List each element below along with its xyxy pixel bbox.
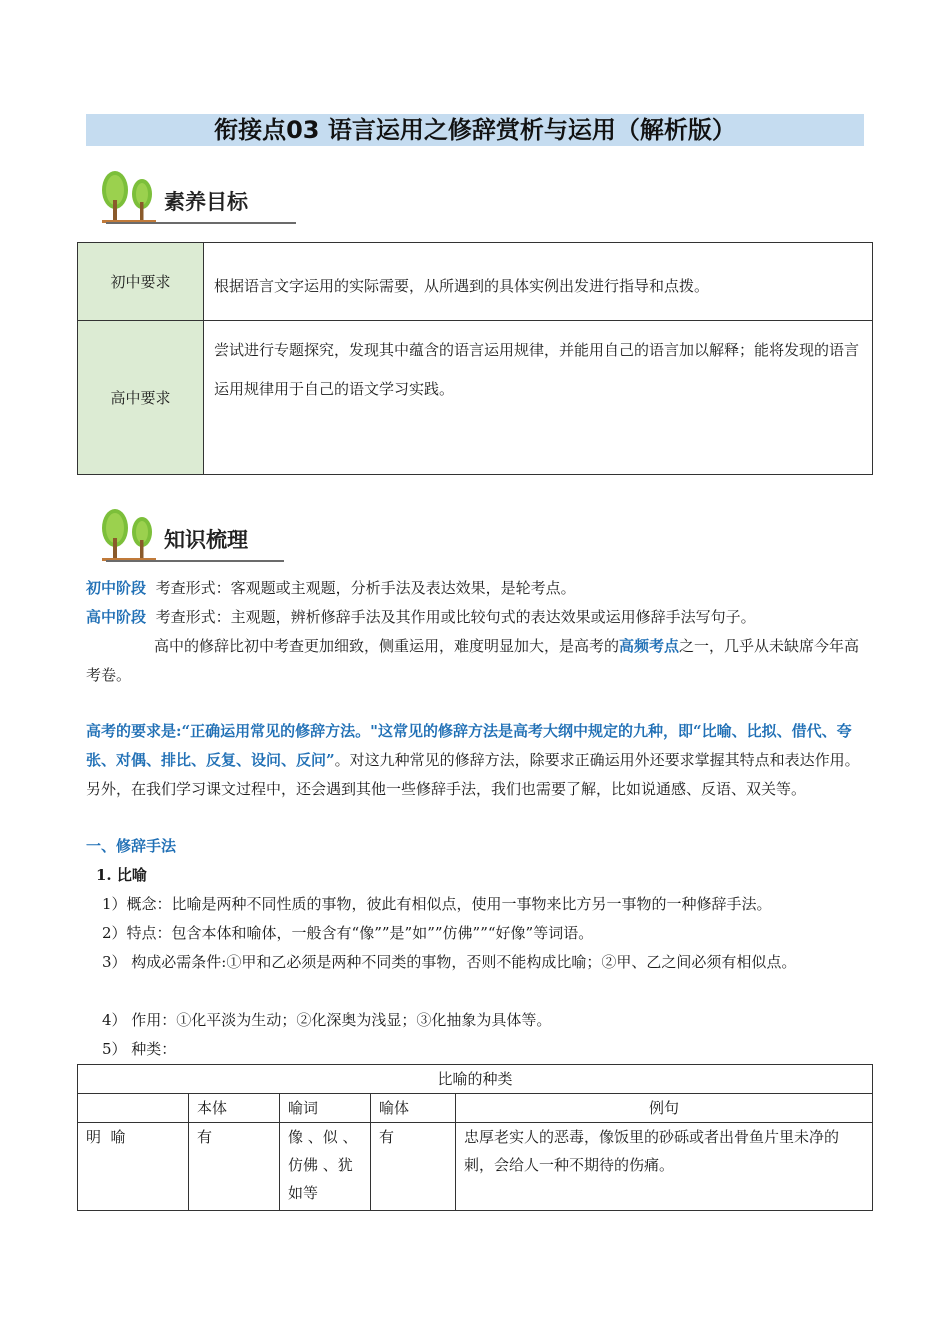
intro-paragraph — [86, 632, 866, 690]
goal-text-cell: 根据语言文字运用的实际需要，从所遇到的具体实例出发进行指导和点拨。 — [204, 243, 873, 321]
table-cell: 有 — [371, 1123, 456, 1211]
goals-heading-label: 素养目标 — [164, 190, 248, 214]
exam-requirement-text: 。对这九种常见的修辞方法，除要求正确运用外还要求掌握其特点和表达作用。另外，在我们学习课文过程中，还会遇到其他一些修辞手法，我们也需要了解，比如说通感、反语、双关等。 — [86, 751, 860, 798]
table-cell: 像 、似 、仿佛 、犹如等 — [280, 1123, 371, 1211]
list-item: 4） 作用：①化平淡为生动；②化深奥为浅显；③化抽象为具体等。 — [102, 1011, 552, 1029]
junior-stage-line — [86, 574, 866, 603]
table-row — [78, 1065, 873, 1094]
table-cell: 忠厚老实人的恶毒，像饭里的砂砾或者出骨鱼片里未净的刺，会给人一种不期待的伤痛。 — [456, 1123, 873, 1211]
junior-stage-tag: 初中阶段 — [86, 579, 147, 597]
goal-text-cell: 尝试进行专题探究，发现其中蕴含的语言运用规律，并能用自己的语言加以解释；能将发现的语言运用规律用于自己的语文学习实践。 — [204, 321, 873, 475]
simile-subheading: 1. 比喻 — [96, 866, 147, 884]
table-cell: 有 — [189, 1123, 280, 1211]
table-row — [78, 321, 873, 475]
goal-level-cell: 高中要求 — [78, 321, 204, 475]
table-header-cell: 例句 — [456, 1094, 873, 1123]
goals-table — [77, 242, 873, 475]
exam-requirement-highlight: 高考的要求是:“正确运用常见的修辞方法。"这常见的修辞方法是高考大纲中规定的九种，即“比喻、比拟、借代、夸张、对偶、排比、反复、设问、反问” — [86, 722, 852, 769]
table-row — [78, 243, 873, 321]
table-caption: 比喻的种类 — [78, 1065, 873, 1094]
senior-stage-text: 考查形式：主观题，辨析修辞手法及其作用或比较句式的表达效果或运用修辞手法写句子。 — [155, 608, 756, 626]
document-title-bar — [86, 114, 864, 146]
goal-level-cell: 初中要求 — [78, 243, 204, 321]
list-item: 3） 构成必需条件:①甲和乙必须是两种不同类的事物，否则不能构成比喻；②甲、乙之间必须有相似点。 — [102, 953, 797, 971]
list-item: 1）概念：比喻是两种不同性质的事物，彼此有相似点，使用一事物来比方另一事物的一种修辞手法。 — [102, 895, 772, 913]
table-row — [78, 1094, 873, 1123]
knowledge-heading-label: 知识梳理 — [164, 528, 248, 552]
table-header-cell: 本体 — [189, 1094, 280, 1123]
heading-underline — [106, 560, 284, 562]
high-frequency-highlight: 高频考点 — [619, 637, 680, 655]
table-row — [78, 1123, 873, 1211]
senior-stage-tag: 高中阶段 — [86, 608, 147, 626]
tree-icon — [98, 170, 160, 228]
senior-stage-line — [86, 603, 866, 632]
heading-underline — [106, 222, 296, 224]
intro-text-b: 之一，几乎从未缺席今年高考卷。 — [86, 637, 860, 684]
goals-section-heading — [98, 170, 303, 230]
exam-requirement-paragraph — [86, 717, 866, 804]
tree-icon — [98, 508, 160, 566]
table-header-cell: 喻体 — [371, 1094, 456, 1123]
table-cell: 明 喻 — [78, 1123, 189, 1211]
section-rhetoric-heading: 一、修辞手法 — [86, 837, 177, 855]
simile-kinds-table — [77, 1064, 873, 1211]
junior-stage-text: 考查形式：客观题或主观题，分析手法及表达效果，是轮考点。 — [155, 579, 576, 597]
document-title: 衔接点03 语言运用之修辞赏析与运用（解析版） — [214, 116, 736, 144]
list-item: 5） 种类： — [102, 1040, 177, 1058]
table-header-cell — [78, 1094, 189, 1123]
knowledge-section-heading — [98, 508, 288, 568]
list-item: 2）特点：包含本体和喻体，一般含有“像””是”如””仿佛””“好像”等词语。 — [102, 924, 594, 942]
intro-text-a: 高中的修辞比初中考查更加细致，侧重运用，难度明显加大，是高考的 — [154, 637, 620, 655]
table-header-cell: 喻词 — [280, 1094, 371, 1123]
